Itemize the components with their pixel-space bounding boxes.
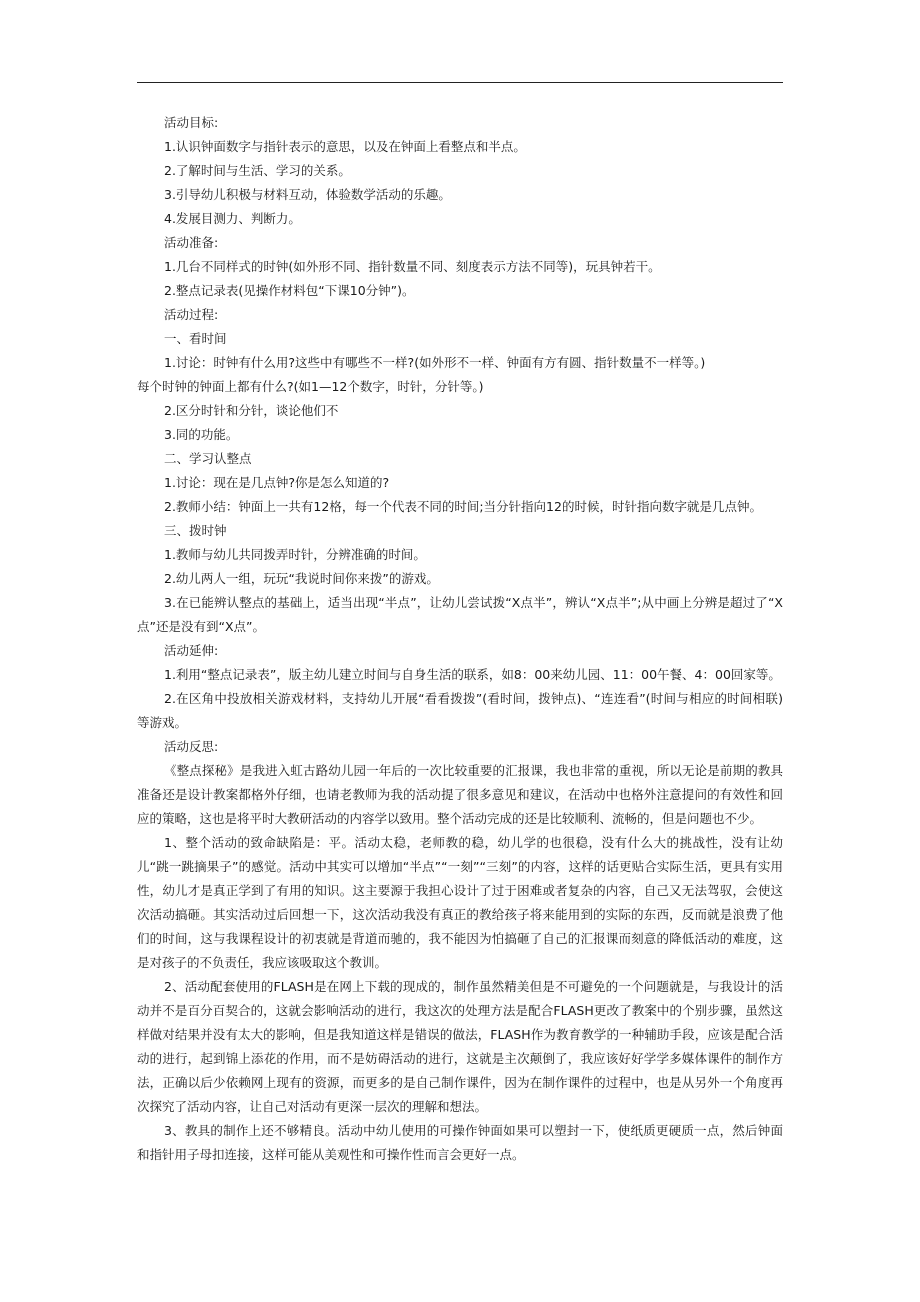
paragraph: 3.同的功能。	[164, 427, 239, 442]
paragraph: 活动延伸:	[164, 643, 219, 658]
paragraph: 二、学习认整点	[164, 451, 252, 466]
paragraph: 1.几台不同样式的时钟(如外形不同、指针数量不同、刻度表示方法不同等)，玩具钟若干。	[164, 259, 661, 274]
paragraph: 3.引导幼儿积极与材料互动，体验数学活动的乐趣。	[164, 187, 451, 202]
paragraph: 三、拨时钟	[164, 523, 227, 538]
paragraph: 2.区分时针和分针，谈论他们不	[164, 403, 339, 418]
paragraph: 活动过程:	[164, 307, 219, 322]
paragraph: 1、整个活动的致命缺陷是：平。活动太稳，老师教的稳，幼儿学的也很稳，没有什么大的挑战性，没有让幼儿“跳一跳摘果子”的感觉。活动中其实可以增加“半点”“一刻”“三刻”的内容，这样的话更贴合实际生活，更具有实用性，幼儿才是真正学到了有用的知识。这主要源于我担心设计了过于困难或者复杂的内容，自己又无法驾驭，会使这次活动搞砸。其实活动过后回想一下，这次活动我没有真正的教给孩子将来能用到的实际的东西，反而就是浪费了他们的时间，这与我课程设计的初衷就是背道而驰的，我不能因为怕搞砸了自己的汇报课而刻意的降低活动的难度，这是对孩子的不负责任，我应该吸取这个教训。	[137, 835, 783, 970]
paragraph: 2、活动配套使用的FLASH是在网上下载的现成的，制作虽然精美但是不可避免的一个问题就是，与我设计的活动并不是百分百契合的，这就会影响活动的进行，我这次的处理方法是配合FLASH更改了教案中的个别步骤，虽然这样做对结果并没有太大的影响，但是我知道这样是错误的做法，FLASH作为教育教学的一种辅助手段，应该是配合活动的进行，起到锦上添花的作用，而不是妨碍活动的进行，这就是主次颠倒了，我应该好好学学多媒体课件的制作方法，正确以后少依赖网上现有的资源，而更多的是自己制作课件，因为在制作课件的过程中，也是从另外一个角度再次探究了活动内容，让自己对活动有更深一层次的理解和想法。	[137, 979, 783, 1114]
paragraph: 活动目标:	[164, 115, 219, 130]
paragraph: 《整点探秘》是我进入虹古路幼儿园一年后的一次比较重要的汇报课，我也非常的重视，所以无论是前期的教具准备还是设计教案都格外仔细，也请老教师为我的活动提了很多意见和建议，在活动中也格外注意提问的有效性和回应的策略，这也是将平时大教研活动的内容学以致用。整个活动完成的还是比较顺利、流畅的，但是问题也不少。	[137, 763, 783, 826]
paragraph: 2.幼儿两人一组，玩玩“我说时间你来拨”的游戏。	[164, 571, 439, 586]
paragraph: 活动反思:	[164, 739, 219, 754]
paragraph: 2.了解时间与生活、学习的关系。	[164, 163, 351, 178]
paragraph: 4.发展目测力、判断力。	[164, 211, 301, 226]
paragraph: 活动准备:	[164, 235, 219, 250]
paragraph: 1.讨论：时钟有什么用?这些中有哪些不一样?(如外形不一样、钟面有方有圆、指针数量不一样等。)	[164, 355, 706, 370]
header-rule	[137, 82, 783, 83]
paragraph: 一、看时间	[164, 331, 227, 346]
paragraph: 1.认识钟面数字与指针表示的意思，以及在钟面上看整点和半点。	[164, 139, 526, 154]
paragraph: 1.讨论：现在是几点钟?你是怎么知道的?	[164, 475, 390, 490]
paragraph: 每个时钟的钟面上都有什么?(如1—12个数字，时针，分针等。)	[137, 379, 484, 394]
paragraph: 2.在区角中投放相关游戏材料，支持幼儿开展“看看拨拨”(看时间，拨钟点)、“连连看”(时间与相应的时间相联)等游戏。	[137, 691, 783, 730]
paragraph: 3、教具的制作上还不够精良。活动中幼儿使用的可操作钟面如果可以塑封一下，使纸质更硬质一点，然后钟面和指针用子母扣连接，这样可能从美观性和可操作性而言会更好一点。	[137, 1123, 783, 1162]
paragraph: 2.整点记录表(见操作材料包“下课10分钟”)。	[164, 283, 415, 298]
paragraph: 3.在已能辨认整点的基础上，适当出现“半点”，让幼儿尝试拨“X点半”，辨认“X点半”;从中画上分辨是超过了“X点”还是没有到“X点”。	[137, 595, 783, 634]
document-body	[137, 111, 783, 1167]
paragraph: 1.利用“整点记录表”，版主幼儿建立时间与自身生活的联系，如8：00来幼儿园、11：00午餐、4：00回家等。	[164, 667, 781, 682]
paragraph: 2.教师小结：钟面上一共有12格，每一个代表不同的时间;当分针指向12的时候，时针指向数字就是几点钟。	[164, 499, 762, 514]
paragraph: 1.教师与幼儿共同拨弄时针，分辨准确的时间。	[164, 547, 426, 562]
